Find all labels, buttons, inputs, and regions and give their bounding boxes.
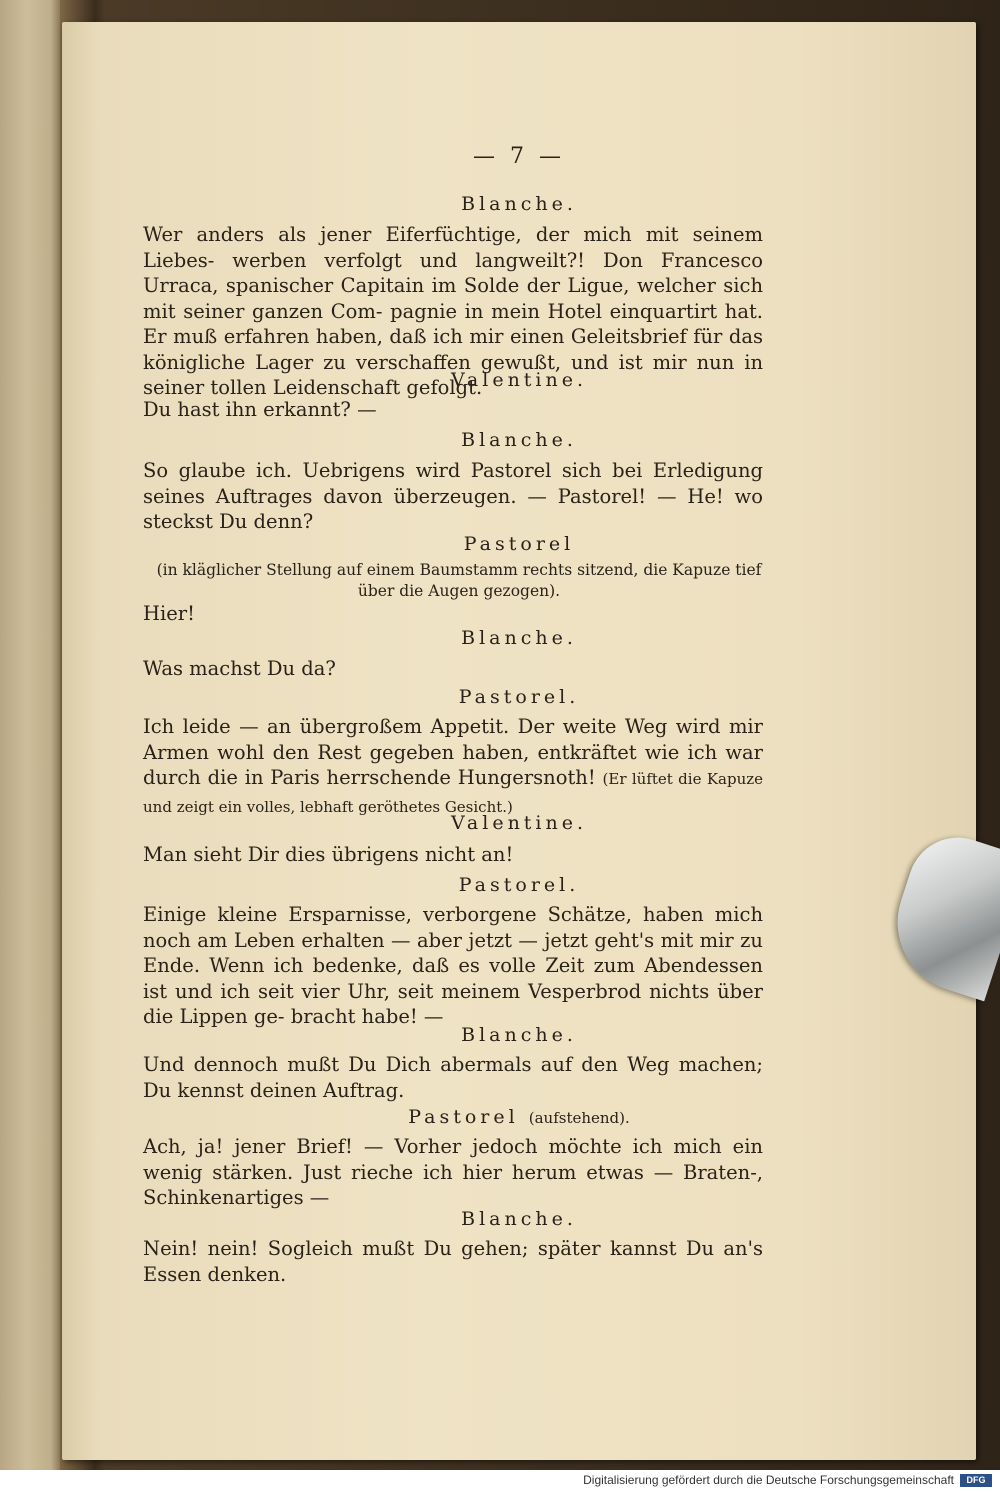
speaker-name: Valentine. [450,812,588,834]
previous-page-edge [0,0,60,1470]
speaker-name: Blanche. [461,1208,577,1230]
speaker-name: Pastorel [463,533,575,555]
dialogue-text: So glaube ich. Uebrigens wird Pastorel sich bei Erledigung seines Auftrages davon überzeugen. — Pastorel! — He! wo steckst Du denn? [143,459,763,533]
dialogue-line: Ich leide — an übergroßem Appetit. Der weite Weg wird mir Armen wohl den Rest gegeben haben, entkräftet wie ich war durch die in Paris herrschende Hungersnoth! [143,715,763,789]
speaker-name: Valentine. [450,369,588,391]
dialogue-text [143,714,763,820]
dialogue-text: Und dennoch mußt Du Dich abermals auf den Weg machen; Du kennst deinen Auftrag. [143,1053,763,1102]
page-number: — 7 — [473,144,565,169]
stage-direction: (Er lüftet die Kapuze und zeigt ein volles, lebhaft geröthetes Gesicht.) [143,770,764,816]
dialogue-text: Ach, ja! jener Brief! — Vorher jedoch möchte ich mich ein wenig stärken. Just rieche ich hier herum etwas — Braten-, Schinkenartiges — [143,1135,763,1209]
stage-direction: (aufstehend). [528,1109,630,1127]
dialogue-text: Nein! nein! Sogleich mußt Du gehen; später kannst Du an's Essen denken. [143,1237,763,1286]
speaker-label: Pastorel [408,1106,519,1128]
dialogue-text: Was machst Du da? [143,657,336,680]
dialogue-text: Man sieht Dir dies übrigens nicht an! [143,843,514,866]
dialogue-text: Wer anders als jener Eiferfüchtige, der mich mit seinem Liebes- werben verfolgt und langweilt?! Don Francesco Urraca, spanischer Capitain im Solde der Ligue, welcher sich mit seiner ganzen Com- pagnie in mein Hotel einquartirt hat. Er muß erfahren haben, daß ich mir einen Geleitsbrief für das königliche Lager zu verschaffen gewußt, und ist mir nun in seiner tollen Leidenschaft gefolgt. [143,223,763,399]
speaker-name: Pastorel. [458,686,580,708]
speaker-name: Blanche. [461,627,577,649]
stage-direction: (in kläglicher Stellung auf einem Baumstamm rechts sitzend, die Kapuze tief über die Augen gezogen). [156,561,762,600]
dialogue-text: Du hast ihn erkannt? — [143,398,377,421]
speaker-name: Blanche. [461,193,577,215]
speaker-name: Blanche. [461,429,577,451]
speaker-name: Blanche. [461,1024,577,1046]
dialogue-text: Einige kleine Ersparnisse, verborgene Schätze, haben mich noch am Leben erhalten — aber jetzt — jetzt geht's mit mir zu Ende. Wenn ich bedenke, daß es volle Zeit zum Abendessen ist und ich seit vier Uhr, seit meinem Vesperbrod nichts über die Lippen ge- bracht habe! — [143,903,763,1028]
speaker-name: Pastorel. [458,874,580,896]
dfg-logo: DFG [960,1474,992,1487]
footer-bar [0,1470,1000,1492]
speaker-name [62,1106,976,1128]
dialogue-text: Hier! [143,602,195,625]
funding-credit: Digitalisierung gefördert durch die Deutsche Forschungsgemeinschaft [583,1473,954,1487]
